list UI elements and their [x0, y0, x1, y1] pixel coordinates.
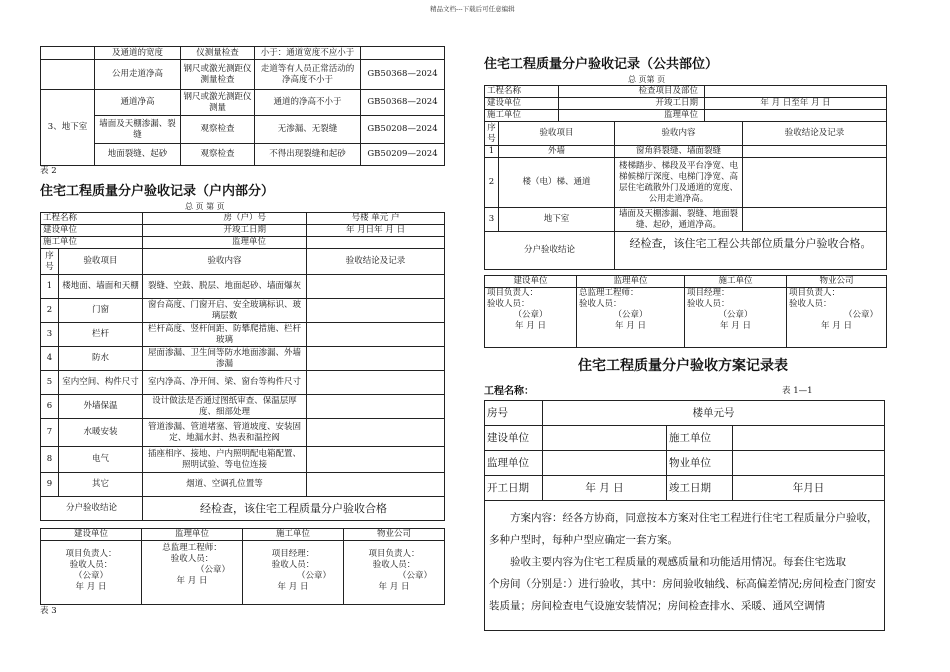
row-result — [307, 275, 445, 299]
plan-table — [484, 400, 885, 631]
row-no: 5 — [41, 371, 59, 395]
cell-item — [41, 47, 95, 60]
page-header-note: 精品文档---下载后可任意编辑 — [430, 5, 515, 13]
cell-req: 通道的净高不小于 — [255, 90, 361, 116]
house-no-label: 房（户）号 — [143, 213, 307, 225]
contractor-label: 施工单位 — [667, 426, 733, 451]
cell-sub: 及通道的宽度 — [95, 47, 181, 60]
unit-label: 楼单元号 — [543, 401, 885, 426]
end-date-format: 年月日 — [733, 476, 885, 501]
cell-req: 不得出现裂缝和起砂 — [255, 144, 361, 166]
supervisor-value — [543, 451, 667, 476]
start-date-label: 开工日期 — [485, 476, 543, 501]
cell-req: 小于：通道宽度不应小于 — [255, 47, 361, 60]
public-page-count: 总 页第 页 — [628, 75, 666, 84]
row-no: 4 — [41, 347, 59, 371]
plan-para-2: 验收主要内容为住宅工程质量的观感质量和功能适用情况。每套住宅选取 — [510, 556, 846, 568]
plan-para-3: 个房间（分别是：）进行验收，其中：房间验收轴线、标高偏差情况;房间检查门窗安装质量；房间检查电气设施安装情况；房间检查排水、采暖、通风空调情 — [489, 578, 876, 612]
sig-cell-supervisor: 总监理工程师： 验收人员： （公章） 年 月 日 — [142, 541, 243, 605]
public-signature-table — [484, 275, 887, 348]
end-date-label: 竣工日期 — [667, 476, 733, 501]
sig-head-contractor: 施工单位 — [685, 276, 787, 288]
sig-head-contractor: 施工单位 — [243, 529, 344, 541]
row-item: 水暖安装 — [59, 419, 143, 447]
start-date-label: 开竣工日期 — [559, 98, 705, 110]
contractor-value — [733, 426, 885, 451]
cell-item: 3、地下室 — [41, 90, 95, 166]
sig-cell-property: 项目负责人： 验收人员： （公章） 年 月 日 — [344, 541, 445, 605]
plan-content — [485, 501, 885, 631]
cell-method: 钢尺或激光测距仪测量检查 — [181, 60, 255, 90]
col-content: 验收内容 — [615, 122, 743, 146]
top-continuation-table — [40, 46, 445, 166]
row-item: 其它 — [59, 473, 143, 497]
date-format: 年 月 日至年 月 日 — [705, 98, 887, 110]
cell-std — [361, 47, 445, 60]
row-result — [307, 323, 445, 347]
project-name-label: 工程名称 — [485, 86, 559, 98]
cell-sub: 通道净高 — [95, 90, 181, 116]
house-no-label: 房号 — [485, 401, 543, 426]
plan-project-label: 工程名称： — [484, 386, 534, 397]
row-content: 插座相序、接地、户内照明配电箱配置、照明试验、等电位连接 — [143, 447, 307, 473]
sig-head-builder: 建设单位 — [485, 276, 577, 288]
property-label: 物业单位 — [667, 451, 733, 476]
cell-method: 仪测量检查 — [181, 47, 255, 60]
supervisor-label: 监理单位 — [485, 451, 543, 476]
row-item: 门窗 — [59, 299, 143, 323]
sig-cell-builder: 项目负责人： 验收人员： （公章） 年 月 日 — [41, 541, 142, 605]
row-result — [307, 447, 445, 473]
builder-label: 建设单位 — [41, 225, 143, 237]
plan-title: 住宅工程质量分户验收方案记录表 — [578, 358, 788, 374]
row-content: 窗台高度、门窗开启、安全玻璃标识、玻璃层数 — [143, 299, 307, 323]
cell-sub: 地面裂缝、起砂 — [95, 144, 181, 166]
cell-sub: 墙面及天棚渗漏、裂缝 — [95, 116, 181, 144]
project-name-label: 工程名称 — [41, 213, 143, 225]
row-item: 楼地面、墙面和天棚 — [59, 275, 143, 299]
row-no: 7 — [41, 419, 59, 447]
row-item: 外墙保温 — [59, 395, 143, 419]
cell-std: GB50368—2024 — [361, 60, 445, 90]
table-2-label: 表 2 — [40, 166, 57, 176]
cell-method: 观察检查 — [181, 116, 255, 144]
row-content: 裂缝、空鼓、脱层、地面起砂、墙面爆灰 — [143, 275, 307, 299]
row-item: 地下室 — [499, 208, 615, 232]
sig-cell-contractor: 项目经理： 验收人员： （公章） 年 月 日 — [685, 288, 787, 348]
builder-label: 建设单位 — [485, 98, 559, 110]
col-result: 验收结论及记录 — [743, 122, 887, 146]
row-content: 窗角斜裂缝、墙面裂缝 — [615, 146, 743, 158]
cell-std: GB50368—2024 — [361, 90, 445, 116]
row-item: 栏杆 — [59, 323, 143, 347]
builder-value — [543, 426, 667, 451]
contractor-label: 施工单位 — [485, 110, 559, 122]
public-title: 住宅工程质量分户验收记录（公共部位） — [484, 57, 719, 72]
plan-para-1: 方案内容：经各方协商，同意按本方案对住宅工程进行住宅工程质量分户验收，多种户型时，每种户型应确定一套方案。 — [489, 512, 878, 546]
household-title: 住宅工程质量分户验收记录（户内部分） — [40, 184, 275, 199]
row-no: 3 — [485, 208, 499, 232]
sig-cell-property: 项目负责人： 验收人员： （公章） 年 月 日 — [787, 288, 887, 348]
row-no: 8 — [41, 447, 59, 473]
row-content: 室内净高、净开间、梁、窗台等构件尺寸 — [143, 371, 307, 395]
row-item: 室内空间、构件尺寸 — [59, 371, 143, 395]
row-result — [743, 208, 887, 232]
row-item: 外墙 — [499, 146, 615, 158]
row-result — [307, 371, 445, 395]
start-date-label: 开竣工日期 — [143, 225, 307, 237]
cell-req: 无渗漏、无裂缝 — [255, 116, 361, 144]
building-unit: 号楼 单元 户 — [307, 213, 445, 225]
cell-sub: 公用走道净高 — [95, 60, 181, 90]
cell-std: GB50208—2024 — [361, 116, 445, 144]
row-item: 楼（电）梯、通道 — [499, 158, 615, 208]
household-page-count: 总 页 第 页 — [185, 202, 225, 211]
row-no: 3 — [41, 323, 59, 347]
household-table — [40, 212, 445, 521]
cell-method: 钢尺或激光测距仪测量 — [181, 90, 255, 116]
row-result — [307, 395, 445, 419]
col-item: 验收项目 — [59, 249, 143, 275]
cell-method: 观察检查 — [181, 144, 255, 166]
conclusion-label: 分户验收结论 — [485, 232, 615, 270]
household-signature-table — [40, 528, 445, 605]
cell-req: 走道等有人员正常活动的净高度不小于 — [255, 60, 361, 90]
row-result — [307, 347, 445, 371]
row-content: 墙面及天棚渗漏、裂缝、地面裂缝、起砂，通道净高。 — [615, 208, 743, 232]
col-content: 验收内容 — [143, 249, 307, 275]
row-result — [743, 158, 887, 208]
plan-table-no: 表 1—1 — [782, 386, 813, 396]
sig-head-supervisor: 监理单位 — [577, 276, 685, 288]
row-content: 烟道、空调孔位置等 — [143, 473, 307, 497]
row-no: 9 — [41, 473, 59, 497]
sig-cell-supervisor: 总监理工程师： 验收人员： （公章） 年 月 日 — [577, 288, 685, 348]
col-item: 验收项目 — [499, 122, 615, 146]
supervisor-label: 监理单位 — [559, 110, 705, 122]
start-date-format: 年 月 日 — [543, 476, 667, 501]
check-item-label: 检查项目及部位 — [559, 86, 705, 98]
row-result — [307, 299, 445, 323]
contractor-label: 施工单位 — [41, 237, 143, 249]
sig-head-property: 物业公司 — [344, 529, 445, 541]
property-value — [733, 451, 885, 476]
conclusion-text: 经检查，该住宅工程质量分户验收合格 — [143, 497, 445, 521]
builder-label: 建设单位 — [485, 426, 543, 451]
row-no: 1 — [41, 275, 59, 299]
sig-head-property: 物业公司 — [787, 276, 887, 288]
supervisor-value — [307, 237, 445, 249]
row-result — [307, 419, 445, 447]
col-no: 序号 — [41, 249, 59, 275]
row-content: 屋面渗漏、卫生间等防水地面渗漏、外墙渗漏 — [143, 347, 307, 371]
col-no: 序号 — [485, 122, 499, 146]
row-result — [743, 146, 887, 158]
row-content: 楼梯踏步、梯段及平台净宽、电梯候梯厅深度、电梯门净宽、高层住宅疏散外门及通道的宽度、公用走道净高。 — [615, 158, 743, 208]
cell-item — [41, 60, 95, 90]
supervisor-value — [705, 110, 887, 122]
sig-cell-builder: 项目负责人： 验收人员： （公章） 年 月 日 — [485, 288, 577, 348]
col-result: 验收结论及记录 — [307, 249, 445, 275]
row-content: 栏杆高度、竖杆间距、防攀爬措施、栏杆玻璃 — [143, 323, 307, 347]
row-content: 设计做法是否通过图纸审查、保温层厚度、细部处理 — [143, 395, 307, 419]
sig-cell-contractor: 项目经理： 验收人员： （公章） 年 月 日 — [243, 541, 344, 605]
conclusion-label: 分户验收结论 — [41, 497, 143, 521]
cell-std: GB50209—2024 — [361, 144, 445, 166]
check-item-value — [705, 86, 887, 98]
row-no: 6 — [41, 395, 59, 419]
table-3-label: 表 3 — [40, 606, 57, 616]
sig-head-builder: 建设单位 — [41, 529, 142, 541]
row-no: 2 — [485, 158, 499, 208]
public-table — [484, 85, 887, 270]
conclusion-text: 经检查，该住宅工程公共部位质量分户验收合格。 — [615, 232, 887, 270]
sig-head-supervisor: 监理单位 — [142, 529, 243, 541]
row-item: 电气 — [59, 447, 143, 473]
date-format: 年 月日年 月 日 — [307, 225, 445, 237]
row-no: 2 — [41, 299, 59, 323]
row-result — [307, 473, 445, 497]
row-no: 1 — [485, 146, 499, 158]
row-item: 防水 — [59, 347, 143, 371]
row-content: 管道渗漏、管道堵塞、管道坡度、安装固定、地漏水封、热表和温控阀 — [143, 419, 307, 447]
supervisor-label: 监理单位 — [143, 237, 307, 249]
